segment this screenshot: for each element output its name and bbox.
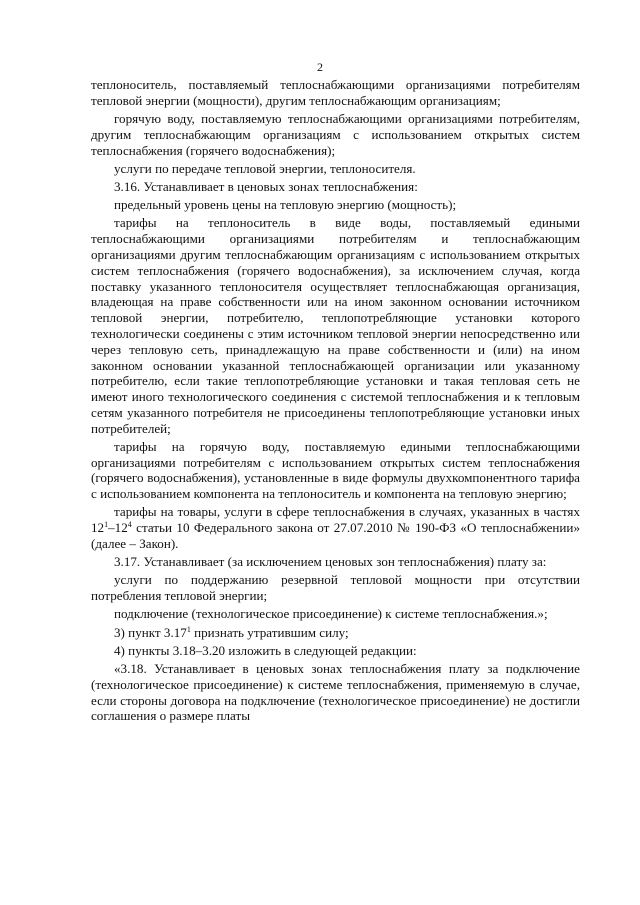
paragraph: подключение (технологическое присоединение) к системе теплоснабжения.»; [114, 606, 548, 622]
paragraph: 3.16. Устанавливает в ценовых зонах теплоснабжения: [114, 178, 418, 194]
paragraph [91, 504, 580, 551]
document-body [91, 77, 580, 727]
paragraph: услуги по передаче тепловой энергии, теплоносителя. [114, 160, 416, 176]
paragraph: теплоноситель, поставляемый теплоснабжающими организациями потребителям тепловой энергии (мощности), другим теплоснабжающим организациям; [91, 77, 580, 108]
superscript: 4 [127, 520, 132, 530]
superscript: 1 [104, 520, 109, 530]
paragraph: 3.17. Устанавливает (за исключением ценовых зон теплоснабжения) плату за: [114, 554, 547, 570]
paragraph: предельный уровень цены на тепловую энергию (мощность); [114, 197, 457, 213]
paragraph: услуги по поддержанию резервной тепловой мощности при отсутствии потребления тепловой энергии; [91, 572, 580, 604]
paragraph: 4) пункты 3.18–3.20 изложить в следующей редакции: [114, 642, 417, 658]
paragraph-text: 3) пункт 3.17 [114, 624, 187, 640]
superscript: 1 [186, 624, 191, 634]
paragraph: тарифы на горячую воду, поставляемую едиными теплоснабжающими организациями потребителям с использованием открытых систем теплоснабжения (горячего водоснабжения), установленные в виде формулы двухкомпонентного тарифа с использованием компонента на теплоноситель и компонента на тепловую энергию; [91, 438, 580, 502]
paragraph: тарифы на теплоноситель в виде воды, поставляемый едиными теплоснабжающими организациями потребителям и теплоснабжающим организациями другим теплоснабжающим организациям с использованием открытых систем теплоснабжения (горячего водоснабжения), за исключением случая, когда поставку указанного теплоносителя осуществляет теплоснабжающая организация, владеющая на праве собственности или на ином законном основании источником тепловой энергии, потребителю, теплопотребляющие установки которого технологически соединены с этим источником тепловой энергии непосредственно или через тепловую сеть, принадлежащую на праве собственности и (или) на ином законном основании указанной теплоснабжающей организации или указанному потребителю, если такие теплопотребляющие установки и такая тепловая сеть не имеют иного технологического соединения с системой теплоснабжения и к тепловым сетям указанного потребителя не присоединены теплопотребляющие установки иных потребителей; [91, 215, 580, 436]
paragraph: горячую воду, поставляемую теплоснабжающими организациями потребителям, другим теплоснабжающим организациям с использованием открытых систем теплоснабжения (горячего водоснабжения); [91, 110, 580, 158]
paragraph [91, 625, 580, 641]
paragraph-text: признать утратившим силу; [190, 624, 349, 640]
paragraph-text: статьи 10 Федерального закона от 27.07.2010 № 190-ФЗ «О теплоснабжении» (далее – Закон). [91, 520, 580, 552]
page-number: 2 [317, 60, 323, 74]
paragraph-text: тарифы на товары, услуги в сфере теплоснабжения в случаях, указанных в частях 12 [91, 504, 580, 536]
paragraph: «3.18. Устанавливает в ценовых зонах теплоснабжения плату за подключение (технологическое присоединение) к системе теплоснабжения, применяемую в случае, если стороны договора на подключение (технологическое присоединение) не достигли соглашения о размере платы [91, 660, 580, 724]
paragraph-text: –12 [108, 520, 128, 536]
